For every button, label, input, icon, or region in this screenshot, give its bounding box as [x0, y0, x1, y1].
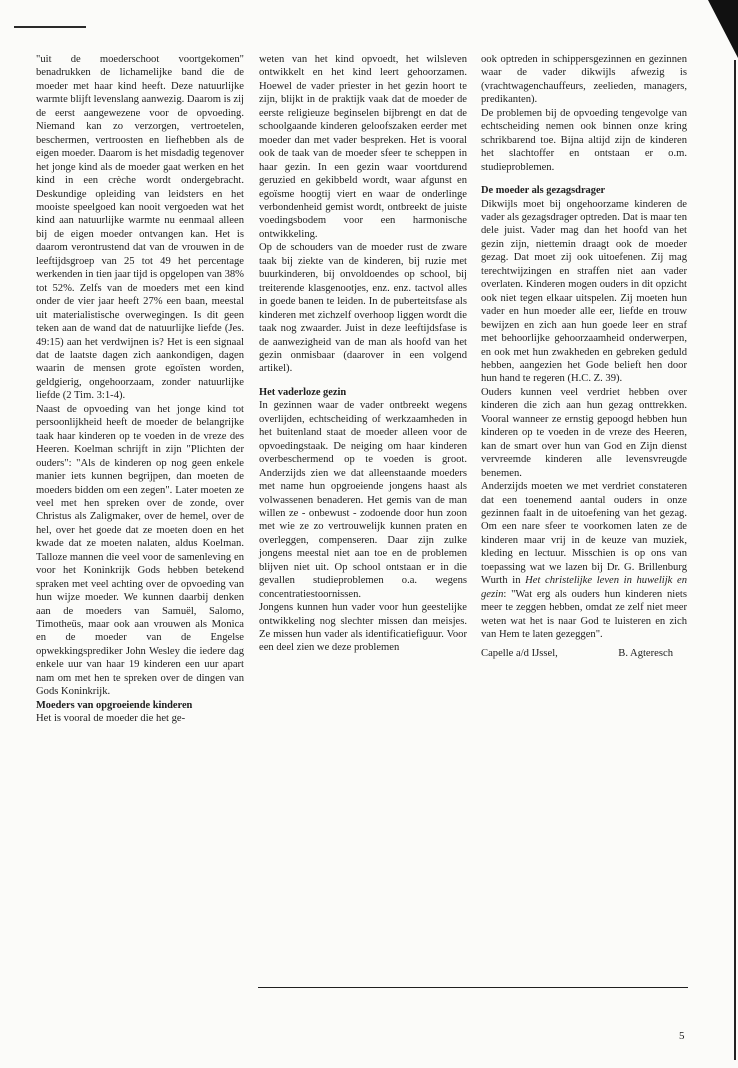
book-title: Het christelijke leven in huwelijk en gezin — [481, 575, 687, 600]
corner-scan-mark — [708, 0, 738, 58]
column-1-paragraph-2: Naast de opvoeding van het jonge kind tot persoonlijkheid heeft de moeder de belangrijke taak haar kinderen op te voeden in de vreze des Heeren. Koelman schrijft in zijn "Plichten der ouders": "Als de kinderen op nog geen enkele manier iets kunnen begrijpen, dan moeten de moeders bidden om een zegen". Later moeten ze veel met hen spreken over de zonde, over Christus als Zaligmaker, over de hemel, over de hel, over het goede dat ze moeten doen en het kwade dat ze moeten nalaten, aldus Koelman. Talloze mannen die veel voor de samenleving en voor het Koninkrijk Gods hebben betekend spraken met veel achting over de opvoeding van hun wijze moeder. We kunnen daarbij denken aan de moeders van Samuël, Salomo, Timotheüs, maar ook aan vrouwen als Monica en de moeder van de Engelse opwekkingsprediker John Wesley die iedere dag enkele uur van haar 19 kinderen een uur apart nam om met hen te spreken over de dingen van Gods Koninkrijk. — [36, 403, 244, 698]
column-3-paragraph-3: Dikwijls moet bij ongehoorzame kinderen de vader als gezagsdrager optreden. Dat is maar ten dele juist. Vader mag dan het hoofd van het gezin zijn, niettemin draagt ook de moeder gezag. Dat moet zij ook uitoefenen. Zij mag terechtwijzingen en straffen niet aan vader overlaten. Kinderen mogen ouders in dit opzicht ook niet tegen elkaar uitspelen. Zij moeten hun vader en hun moeder alle eer, liefde en trouw bewijzen en zich aan hun goede leer en straf met behoorlijke gehoorzaamheid onderwerpen, en ook met hun zwakheden en gebreken geduld hebben, aangezien het Gode belieft hen door hun hand te regeren (H.C. Z. 39). — [481, 198, 687, 385]
column-3-paragraph-2: De problemen bij de opvoeding tengevolge van echtscheiding nemen ook binnen onze kring schrikbarend toe. Bijna altijd zijn de kinderen het slachtoffer en ontstaan er o.m. studieproblemen. — [481, 107, 687, 173]
column-3-paragraph-1: ook optreden in schippersgezinnen en gezinnen waar de vader dikwijls afwezig is (vrachtwagenchauffeurs, zeelieden, managers, predikanten). — [481, 54, 687, 106]
column-1-paragraph-1: "uit de moederschoot voortgekomen" benadrukken de lichamelijke band die de moeder met haar kind heeft. Deze natuurlijke warmte blijft levenslang aanwezig. Daarom is zij de eerst aangewezene voor de opvoeding. Niemand kan zo verzorgen, vertroetelen, beschermen, vertroosten en liefhebben als de eigen moeder. Daarom is het misdadig tegenover het jonge kind als de moeder gaat werken en het kind in een crèche wordt ondergebracht. Deskundige opleiding van leidsters en het mooiste speelgoed kan nooit vergoeden wat het kind aan natuurlijke warmte nu eenmaal alleen bij de eigen moeder ontvangen kan. Het is daarom verontrustend dat van de vrouwen in de leeftijdsgroep van 25 tot 49 het percentage werkenden in tien jaar tijd is opgelopen van 38% tot 52%. Zelfs van de moeders met een kind onder de vier jaar heeft 27% een baan, meestal uit materialistische overwegingen. Is dit geen teken aan de wand dat de natuurlijke liefde (Jes. 49:15) aan het verdwijnen is? Het is een signaal dat de laatste dagen zich aankondigen, dagen waarin de mensen grote egoïsten worden, geldgierig, ongehoorzaam, zonder natuurlijke liefde (2 Tim. 3:1-4). — [36, 54, 244, 402]
signature-author: B. Agteresch — [618, 648, 673, 660]
signature-place: Capelle a/d IJssel, — [481, 648, 558, 660]
spacer — [259, 376, 467, 386]
column-2-paragraph-2: Op de schouders van de moeder rust de zware taak bij ziekte van de kinderen, bij ruzie met buurkinderen, bij onvoldoendes op school, bij treiterende klasgenootjes, enz. enz. tactvol alles in goede banen te leiden. In de puberteitsfase als kinderen met zichzelf overhoop liggen wordt die taak nog zwaarder. Juist in deze leeftijdsfase is de aanwezigheid van de man als hoofd van het gezin onmisbaar (daarover in een volgend artikel). — [259, 242, 467, 375]
column-2-paragraph-3: In gezinnen waar de vader ontbreekt wegens overlijden, echtscheiding of werkzaamheden in het buitenland staat de moeder alleen voor de opvoedingstaak. De neiging om haar kinderen overbeschermend op te voeden is groot. Anderzijds zien we dat alleenstaande moeders met name hun opgroeiende jongens haast als volwassenen benaderen. Het gemis van de man willen ze - onbewust - zodoende door hun zoon met wie ze zo vertrouwelijk kunnen praten en overleggen, compenseren. Daar zijn zulke jongens meestal niet aan toe en de problemen blijven niet uit. Op school ontstaan er in die gevallen studieproblemen o.a. wegens concentratiestoornissen. — [259, 400, 467, 600]
column-2-paragraph-4: Jongens kunnen hun vader voor hun geestelijke ontwikkeling nog slechter missen dan meisjes. Ze missen hun vader als identificatiefiguur. Voor een deel zien we deze problemen — [259, 602, 467, 654]
page-edge-line — [734, 60, 736, 1060]
column-3 — [481, 53, 687, 661]
section-heading-moeder-gezagsdrager: De moeder als gezagsdrager — [481, 185, 606, 197]
section-heading-moeders-opgroeiende-kinderen: Moeders van opgroeiende kinderen — [36, 699, 193, 711]
column-3-paragraph-4: Ouders kunnen veel verdriet hebben over kinderen die zich aan hun gezag onttrekken. Vooral wanneer ze ernstig gepoogd hebben hun kinderen op te voeden in de vreze des Heeren, kan de smart over hun van God en Zijn dienst vervreemde kinderen alle levensvreugde benemen. — [481, 386, 687, 479]
bottom-rule — [258, 987, 688, 988]
top-rule — [14, 26, 86, 28]
section-heading-vaderloze-gezin: Het vaderloze gezin — [259, 386, 347, 398]
column-1-paragraph-3: Het is vooral de moeder die het ge- — [36, 713, 186, 725]
quote-text: : "Wat erg als ouders hun kinderen niets meer te zeggen hebben, omdat ze zelf niet meer weten wat het is naar God te luisteren en zich van Hem te laten gezeggen". — [481, 588, 687, 641]
quote-intro-text: Anderzijds moeten we met verdriet constateren dat een toenemend aantal ouders in onze gezinnen faalt in de uitoefening van het gezag. Om een nare sfeer te voorkomen laten ze de kinderen maar vrij in de keuze van muziek, kleding en lectuur. Misschien is op ons van toepassing wat we lazen bij Dr. G. Brillenburg Wurth in — [481, 481, 687, 587]
author-signature — [481, 647, 687, 660]
column-1 — [36, 53, 244, 726]
column-3-paragraph-5 — [481, 480, 687, 641]
column-2-paragraph-1: weten van het kind opvoedt, het wilsleven ontwikkelt en het kind leert gehoorzamen. Hoewel de vader priester in het gezin hoort te zijn, blijkt in de praktijk vaak dat de moeder de eerste religieuze beginselen bijbrengt en dat de schoolgaande kinderen geloofszaken eerder met moeder dan met vader bespreken. Het is vooral ook de taak van de moeder sfeer te scheppen in haar gezin. In een gezin waar voortdurend geruzied en gekibbeld wordt, waar afgunst en egoïsme hoogtij viert en waar de onderlinge verbondenheid gemist wordt, ontbreekt de juiste voedingsbodem voor een harmonische ontwikkeling. — [259, 54, 467, 240]
column-2 — [259, 53, 467, 655]
spacer — [481, 174, 687, 184]
page-number: 5 — [679, 1030, 685, 1042]
